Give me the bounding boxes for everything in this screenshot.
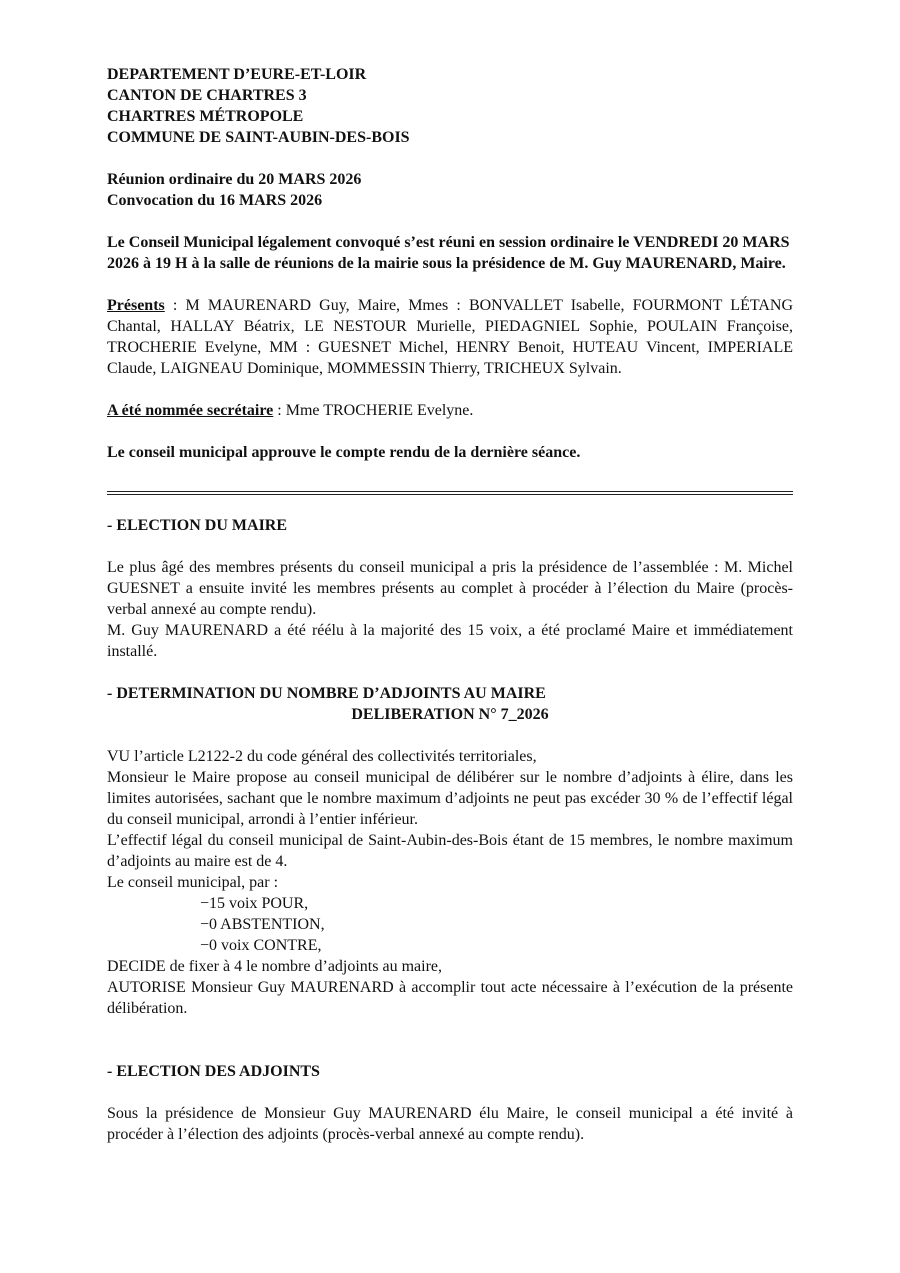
header-metropole: CHARTRES MÉTROPOLE (107, 108, 304, 125)
presents-label: Présents (107, 297, 165, 314)
meeting-intro: Le Conseil Municipal légalement convoqué s’est réuni en session ordinaire le VENDREDI 20 MARS 2026 à 19 H à la salle de réunions de la mairie sous la présidence de M. Guy MAURENARD, Maire. (107, 234, 790, 272)
election-adjoints-para: Sous la présidence de Monsieur Guy MAURENARD élu Maire, le conseil municipal a été invité à procéder à l’élection des adjoints (procès-verbal annexé au compte rendu). (107, 1105, 793, 1143)
vote-pour: −15 voix POUR, (200, 895, 309, 912)
adjoints-effectif: L’effectif légal du conseil municipal de Saint-Aubin-des-Bois étant de 15 membres, le nombre maximum d’adjoints au maire est de 4. (107, 832, 793, 870)
attendance-secretary (107, 400, 793, 421)
secretary-text: : Mme TROCHERIE Evelyne. (273, 402, 474, 419)
header-canton: CANTON DE CHARTRES 3 (107, 87, 307, 104)
attendance-presents (107, 295, 793, 379)
adjoints-par: Le conseil municipal, par : (107, 874, 279, 891)
header-commune: COMMUNE DE SAINT-AUBIN-DES-BOIS (107, 129, 410, 146)
adjoints-decide: DECIDE de fixer à 4 le nombre d’adjoints au maire, (107, 958, 442, 975)
meeting-convocation: Convocation du 16 MARS 2026 (107, 192, 323, 209)
vote-abstention: −0 ABSTENTION, (200, 916, 325, 933)
adjoints-vu: VU l’article L2122-2 du code général des collectivités territoriales, (107, 748, 537, 765)
adjoints-autorise: AUTORISE Monsieur Guy MAURENARD à accomplir tout acte nécessaire à l’exécution de la présente délibération. (107, 979, 793, 1017)
adjoints-propose: Monsieur le Maire propose au conseil municipal de délibérer sur le nombre d’adjoints à élire, dans les limites autorisées, sachant que le nombre maximum d’adjoints ne peut pas excéder 30 % de l’effectif légal du conseil municipal, arrondi à l’entier inférieur. (107, 769, 793, 828)
meeting-reunion: Réunion ordinaire du 20 MARS 2026 (107, 171, 362, 188)
election-maire-title: - ELECTION DU MAIRE (107, 517, 288, 534)
vote-contre: −0 voix CONTRE, (200, 937, 322, 954)
election-adjoints-title: - ELECTION DES ADJOINTS (107, 1063, 320, 1080)
election-maire-para2: M. Guy MAURENARD a été réélu à la majorité des 15 voix, a été proclamé Maire et immédiatement installé. (107, 622, 793, 660)
adjoints-deliberation: DELIBERATION N° 7_2026 (351, 706, 549, 723)
header-departement: DEPARTEMENT D’EURE-ET-LOIR (107, 66, 367, 83)
approval-statement: Le conseil municipal approuve le compte rendu de la dernière séance. (107, 444, 581, 461)
secretary-label: A été nommée secrétaire (107, 402, 274, 419)
adjoints-title: - DETERMINATION DU NOMBRE D’ADJOINTS AU MAIRE (107, 685, 546, 702)
presents-text: : M MAURENARD Guy, Maire, Mmes : BONVALLET Isabelle, FOURMONT LÉTANG Chantal, HALLAY Béatrix, LE NESTOUR Murielle, PIEDAGNIEL Sophie, POULAIN Françoise, TROCHERIE Evelyne, MM : GUESNET Michel, HENRY Benoit, HUTEAU Vincent, IMPERIALE Claude, LAIGNEAU Dominique, MOMMESSIN Thierry, TRICHEUX Sylvain. (107, 297, 793, 377)
document-header (107, 64, 793, 148)
election-maire-para1: Le plus âgé des membres présents du conseil municipal a pris la présidence de l’assemblée : M. Michel GUESNET a ensuite invité les membres présents au complet à procéder à l’élection du Maire (procès-verbal annexé au compte rendu). (107, 559, 793, 618)
document-page (107, 64, 793, 1145)
